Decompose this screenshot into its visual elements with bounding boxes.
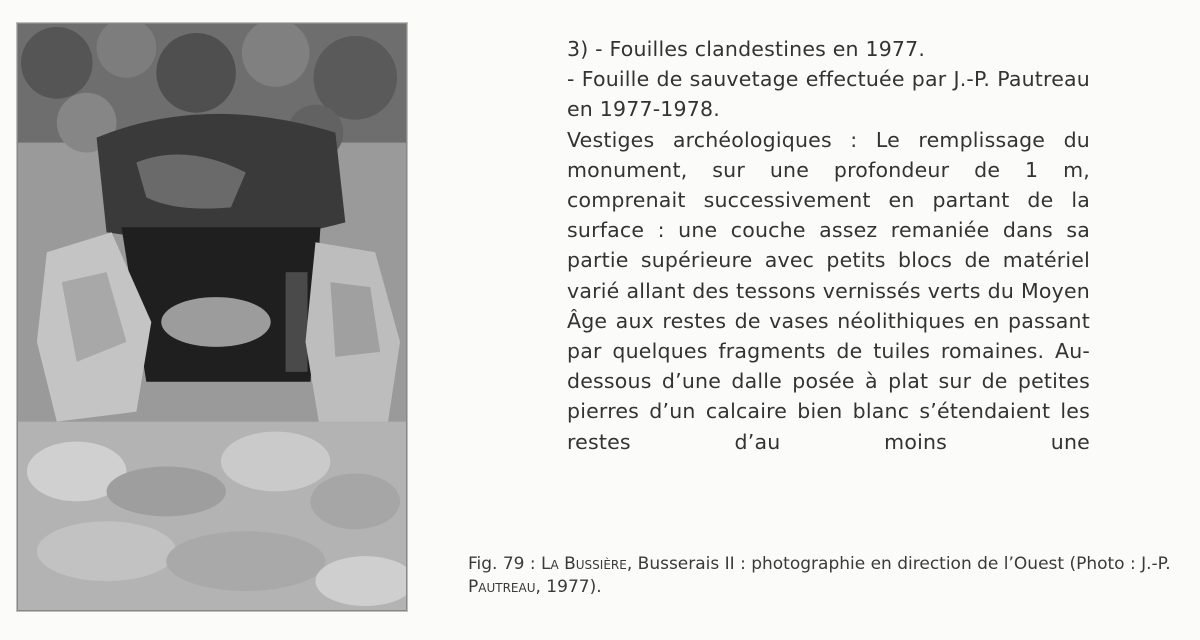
caption-author: Pautreau (468, 577, 536, 597)
figure-caption (468, 553, 1188, 599)
caption-prefix: Fig. 79 : (468, 554, 542, 574)
paragraph-vestiges: Vestiges archéologiques : Le remplissage du monument, sur une profondeur de 1 m, comprenait successivement en partant de la surface : une couche assez remaniée dans sa partie supérieure avec petits blocs de matériel varié allant des tessons vernissés verts du Moyen Âge aux restes de vases néolithiques en passant par quelques fragments de tuiles romaines. Au-dessous d’une dalle posée à plat sur de petites pierres d’un calcaire bien blanc s’étendaient les restes d’au moins une (567, 127, 1090, 454)
dolmen-photo-illustration (17, 23, 407, 611)
heading-line: 3) - Fouilles clandestines en 1977. (567, 37, 926, 61)
caption-rest: , Busserais II : photographie en direction de l’Ouest (Photo : J.-P. (626, 554, 1171, 574)
body-text (567, 34, 1090, 457)
paragraph-rescue-excavation: - Fouille de sauvetage effectuée par J.-P. Pautreau en 1977-1978. (567, 67, 1090, 122)
caption-site: La Bussière (541, 554, 627, 574)
caption-year: , 1977). (535, 577, 602, 597)
excavation-photo (16, 22, 408, 612)
